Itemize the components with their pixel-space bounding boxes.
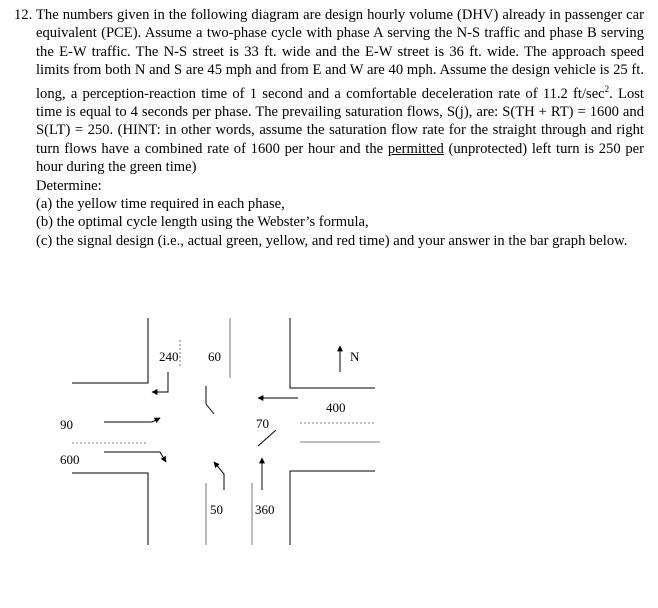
paragraph-part-2: . Lost time is equal to 4 seconds per phase. The prevailing saturation flows, S(j), are: S(TH + RT) = 1600 and S(LT) = 250. (HINT: in other words, assume the saturation flow rate for the straight through and right turn flows have a combined rate of 1600 per hour and the <box>36 85 644 157</box>
sb-through-arrow <box>206 386 214 414</box>
label-60: 60 <box>208 349 221 364</box>
item-c: (c) the signal design (i.e., actual green, yellow, and red time) and your answer in the bar graph below. <box>36 232 628 249</box>
paragraph-underlined-word: permitted <box>387 140 444 157</box>
item-a: (a) the yellow time required in each phase, <box>36 195 285 212</box>
curb-lines <box>72 318 375 545</box>
wb-left-arrow <box>258 430 276 446</box>
nb-left-arrow <box>214 462 224 490</box>
label-360: 360 <box>255 502 275 517</box>
movement-arrows <box>104 346 340 490</box>
label-50: 50 <box>210 502 223 517</box>
label-north: N <box>350 349 360 364</box>
paragraph-part-3: (unprotected) left turn is 250 per hour during the green time) <box>36 140 644 176</box>
paragraph-superscript: 2 <box>604 83 610 94</box>
label-90: 90 <box>60 417 73 432</box>
paragraph-part-1: The numbers given in the following diagram are design hourly volume (DHV) already in passenger car equivalent (PCE). Assume a two-phase cycle with phase A serving the N-S traffic and phase B serving the E-W traffic. The N-S street is 33 ft. wide and the E-W street is 36 ft. wide. The approach speed limits from both N and S are 45 mph and from E and W are 40 mph. Assume the design vehicle is 25 ft. long, a perception-reaction time of 1 second and a comfortable deceleration rate of 11.2 ft/sec <box>36 7 644 102</box>
eb-through-arrow <box>104 452 166 462</box>
lane-dividers <box>72 318 380 545</box>
label-70: 70 <box>256 416 269 431</box>
label-400: 400 <box>326 400 346 415</box>
sb-left-arrow <box>152 372 168 392</box>
label-600: 600 <box>60 452 80 467</box>
item-b: (b) the optimal cycle length using the Webster’s formula, <box>36 214 369 231</box>
eb-left-arrow <box>104 418 160 422</box>
volume-labels <box>60 349 360 517</box>
label-240: 240 <box>159 349 179 364</box>
determine-heading: Determine: <box>36 177 102 194</box>
problem-number: 12. <box>14 7 33 23</box>
